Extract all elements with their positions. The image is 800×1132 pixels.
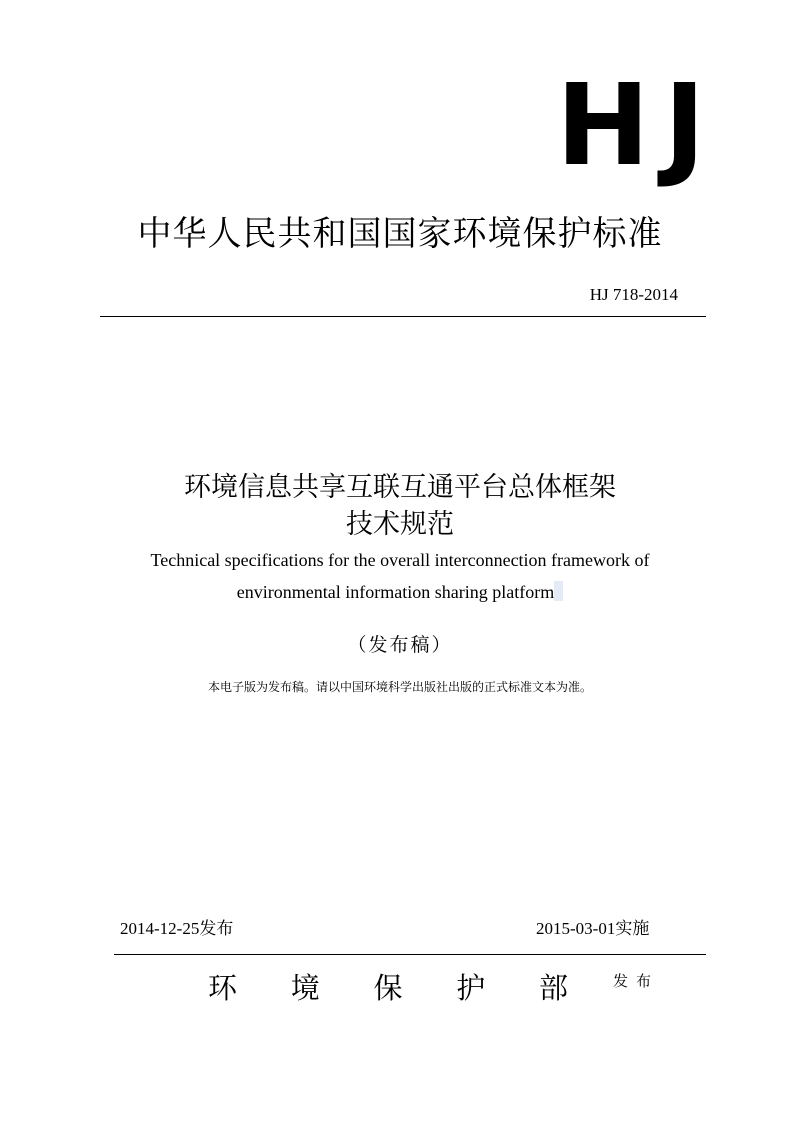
document-title-en-line2-wrap (0, 577, 800, 607)
document-title-cn-line1: 环境信息共享互联互通平台总体框架 (184, 472, 616, 503)
text-cursor-highlight (554, 581, 563, 601)
issuer-char: 保 (373, 971, 403, 1005)
document-title-en-line2: environmental information sharing platform (236, 582, 555, 602)
draft-label: （发布稿） (347, 634, 453, 656)
standard-number: HJ 718-2014 (589, 285, 678, 304)
issuer-suffix: 发布 (613, 972, 660, 990)
footer-divider (114, 954, 706, 955)
issuer-char: 环 (208, 971, 238, 1005)
header-divider (100, 316, 706, 317)
issuer-char: 境 (290, 971, 320, 1005)
effective-date: 2015-03-01实施 (536, 919, 650, 938)
standard-category-title: 中华人民共和国国家环境保护标准 (137, 214, 663, 254)
issuer-char: 部 (538, 971, 568, 1005)
issue-date: 2014-12-25发布 (120, 919, 234, 938)
document-title-cn-line2: 技术规范 (346, 509, 454, 540)
edition-note: 本电子版为发布稿。请以中国环境科学出版社出版的正式标准文本为准。 (207, 680, 592, 694)
issuer-name (208, 966, 568, 1010)
hj-logo: HJ (556, 61, 720, 191)
document-title-en-line1: Technical specifications for the overall interconnection framework of (150, 550, 650, 570)
issuer-char: 护 (456, 971, 486, 1005)
